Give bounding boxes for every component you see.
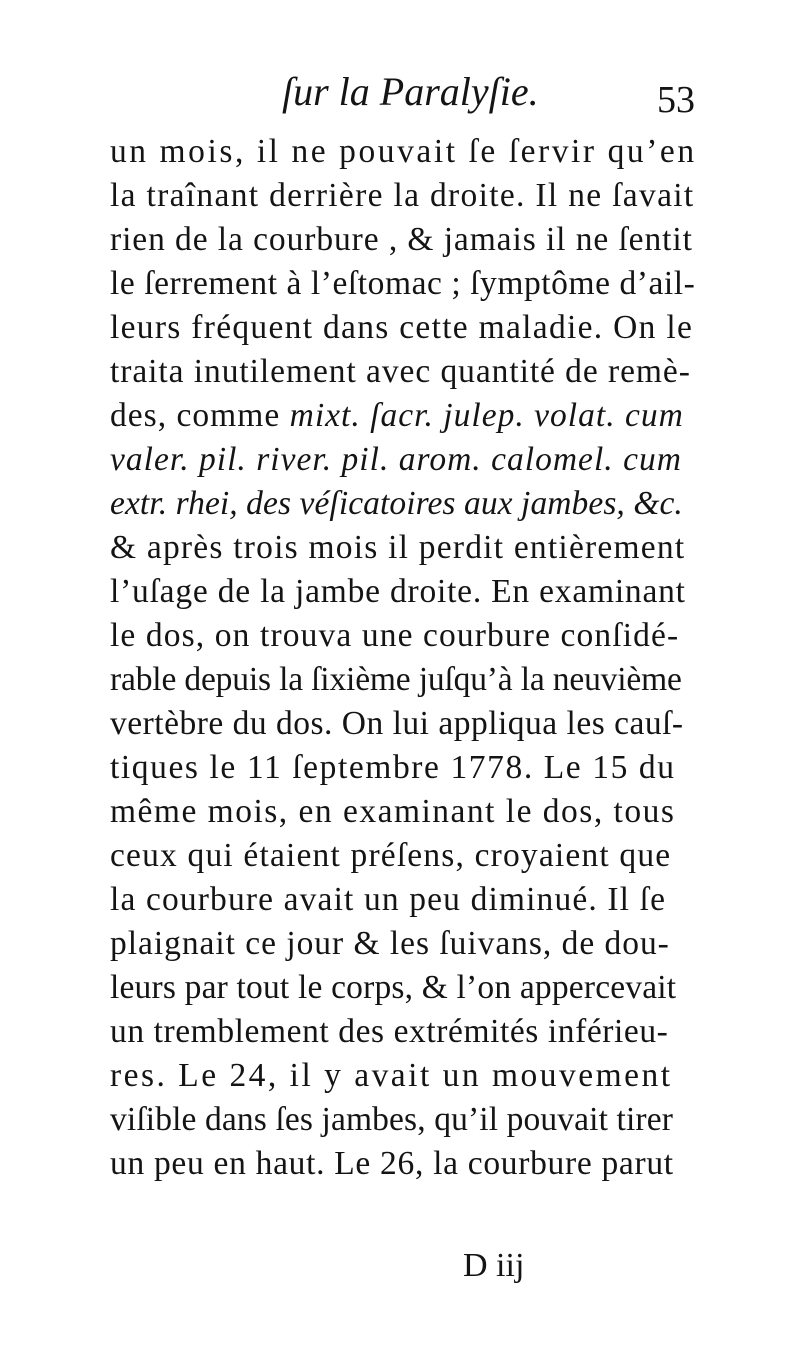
text-segment: vertèbre du dos. On lui appliqua les cauſ- [110, 705, 684, 742]
text-line [110, 482, 683, 526]
page-number: 53 [657, 79, 695, 121]
text-segment: ceux qui étaient préſens, croyaient que [110, 837, 672, 874]
text-segment: un peu en haut. Le 26, la courbure parut [110, 1145, 674, 1182]
running-title: ſur la Paralyſie. [282, 69, 539, 114]
text-segment: plaignait ce jour & les ſuivans, de dou- [110, 925, 670, 962]
text-line [110, 1010, 668, 1054]
text-line [110, 702, 684, 746]
text-segment: leurs fréquent dans cette maladie. On le [110, 309, 694, 346]
text-segment: la courbure avait un peu diminué. Il ſe [110, 881, 667, 918]
text-line [110, 834, 671, 878]
text-line [110, 614, 679, 658]
text-segment: & après trois mois il perdit entièrement [110, 529, 686, 566]
text-line [110, 262, 695, 306]
text-segment: rable depuis la ſixième juſqu’à la neuvième [110, 661, 682, 698]
text-segment: le dos, on trouva une courbure conſidé- [110, 617, 680, 654]
text-line [110, 174, 695, 218]
text-segment: res. Le 24, il y avait un mouvement [110, 1057, 673, 1094]
text-segment: l’uſage de la jambe droite. En examinant [110, 573, 686, 610]
text-line [110, 394, 684, 438]
text-segment: le ſerrement à l’eſtomac ; ſymptôme d’ail- [110, 265, 696, 302]
text-line [110, 350, 691, 394]
text-line [110, 218, 693, 262]
text-line [110, 1054, 673, 1098]
text-line [110, 1142, 674, 1186]
italic-text-segment: extr. rhei, des véſicatoires aux jambes, &c. [110, 485, 683, 522]
text-line [110, 1098, 673, 1142]
text-line [110, 570, 686, 614]
text-line [110, 306, 693, 350]
text-line [110, 130, 697, 174]
text-line [110, 790, 675, 834]
text-line [110, 966, 676, 1010]
text-line [110, 438, 682, 482]
page-header [0, 66, 800, 126]
text-line [110, 658, 682, 702]
text-segment: viſible dans ſes jambes, qu’il pouvait tirer [110, 1101, 674, 1138]
text-segment: rien de la courbure , & jamais il ne ſentit [110, 221, 693, 258]
text-line [110, 922, 670, 966]
signature-mark: D iij [463, 1247, 525, 1284]
italic-text-segment: valer. pil. river. pil. arom. calomel. cum [110, 441, 682, 478]
text-segment: même mois, en examinant le dos, tous [110, 793, 676, 830]
text-segment: des, comme [110, 397, 290, 434]
text-segment: un mois, il ne pouvait ſe ſervir qu’en [110, 133, 697, 170]
italic-text-segment: mixt. ſacr. julep. volat. cum [289, 397, 684, 434]
text-line [110, 526, 685, 570]
text-line [110, 878, 666, 922]
text-line [110, 746, 676, 790]
text-segment: traita inutilement avec quantité de remè- [110, 353, 691, 390]
text-segment: la traînant derrière la droite. Il ne ſavait [110, 177, 695, 214]
text-segment: un tremblement des extrémités inférieu- [110, 1013, 669, 1050]
text-segment: tiques le 11 ſeptembre 1778. Le 15 du [110, 749, 676, 786]
text-segment: leurs par tout le corps, & l’on appercevait [110, 969, 677, 1006]
